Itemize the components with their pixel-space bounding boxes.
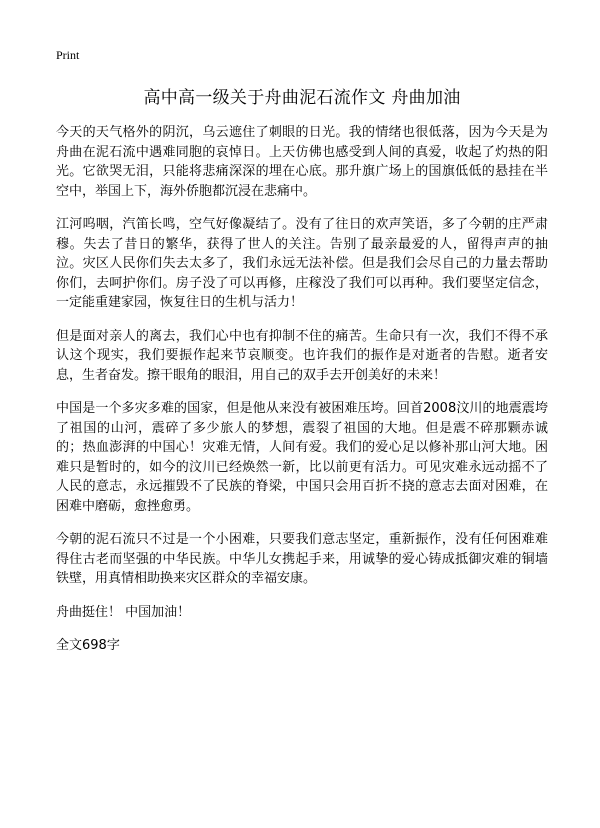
- article-body: [56, 123, 548, 656]
- paragraph: 但是面对亲人的离去，我们心中也有抑制不住的痛苦。生命只有一次，我们不得不承认这个现实，我们要振作起来节哀顺变。也许我们的振作是对逝者的告慰。逝者安息，生者奋发。擦干眼角的眼泪，用自己的双手去开创美好的未来！: [56, 328, 548, 383]
- paragraph: 今天的天气格外的阴沉，乌云遮住了刺眼的日光。我的情绪也很低落，因为今天是为舟曲在泥石流中遇难同胞的哀悼日。上天仿佛也感受到人间的真爱，收起了灼热的阳光。它欲哭无泪，只能将悲痛深深的埋在心底。那升旗广场上的国旗低低的悬挂在半空中，举国上下，海外侨胞都沉浸在悲痛中。: [56, 125, 548, 199]
- print-link[interactable]: Print: [56, 48, 80, 62]
- paragraph: 今朝的泥石流只不过是一个小困难，只要我们意志坚定，重新振作，没有任何困难难得住古老而坚强的中华民族。中华儿女携起手来，用诚挚的爱心铸成抵御灾难的铜墙铁壁，用真情相助换来灾区群众的幸福安康。: [56, 532, 548, 586]
- paragraph: 中国是一个多灾多难的国家，但是他从来没有被困难压垮。回首2008汶川的地震震垮了祖国的山河，震碎了多少旅人的梦想，震裂了祖国的大地。但是震不碎那颗赤诚的；热血澎湃的中国心！灾难无情，人间有爱。我们的爱心足以修补那山河大地。困难只是暂时的，如今的汶川已经焕然一新，比以前更有活力。可见灾难永远动摇不了人民的意志，永远摧毁不了民族的脊梁，中国只会用百折不挠的意志去面对困难，在困难中磨砺，愈挫愈勇。: [56, 401, 548, 514]
- paragraph: 江河呜咽，汽笛长鸣，空气好像凝结了。没有了往日的欢声笑语，多了今朝的庄严肃穆。失去了昔日的繁华，获得了世人的关注。告别了最亲最爱的人，留得声声的抽泣。灾区人民你们失去太多了，我们永远无法补偿。但是我们会尽自己的力量去帮助你们，去呵护你们。房子没了可以再修，庄稼没了我们可以再种。我们要坚定信念，一定能重建家园，恢复往日的生机与活力！: [56, 217, 548, 310]
- article-title: 高中高一级关于舟曲泥石流作文 舟曲加油: [143, 88, 461, 108]
- closing-line: 舟曲挺住！ 中国加油！: [56, 604, 191, 620]
- word-count: 全文698字: [56, 638, 120, 653]
